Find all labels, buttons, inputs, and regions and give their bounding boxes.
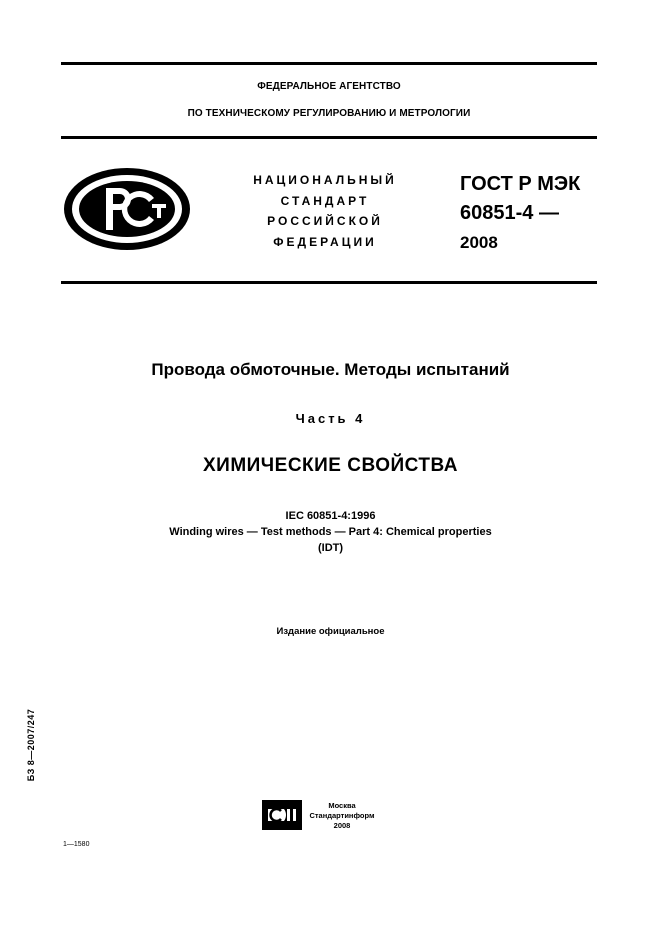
idt-label: (IDT) bbox=[317, 542, 344, 554]
edition-label: Издание официальное bbox=[276, 626, 385, 637]
national-standard-text bbox=[222, 170, 428, 252]
national-line-1: НАЦИОНАЛЬНЫЙ bbox=[253, 173, 397, 187]
gost-line-3: 2008 bbox=[460, 233, 498, 252]
agency-line-1: ФЕДЕРАЛЬНОЕ АГЕНТСТВО bbox=[257, 81, 401, 92]
national-line-2: СТАНДАРТ bbox=[280, 193, 370, 208]
side-registration-note: БЗ 8—2007/247 bbox=[26, 708, 36, 782]
publisher-year: 2008 bbox=[333, 821, 351, 830]
english-title: Winding wires — Test methods — Part 4: Chemical properties bbox=[169, 526, 492, 538]
gost-line-1: ГОСТ Р МЭК bbox=[460, 173, 581, 195]
subtitle: ХИМИЧЕСКИЕ СВОЙСТВА bbox=[202, 455, 458, 476]
part-label: Часть 4 bbox=[295, 411, 366, 426]
print-code: 1—1580 bbox=[63, 841, 90, 848]
rst-logo-icon bbox=[62, 166, 192, 252]
publisher-city: Москва bbox=[328, 801, 356, 810]
main-title: Провода обмоточные. Методы испытаний bbox=[151, 360, 510, 379]
standartinform-logo-icon bbox=[262, 800, 302, 830]
block-rule bbox=[61, 281, 597, 284]
gost-line-2: 60851-4 — bbox=[460, 202, 559, 224]
agency-line-2: ПО ТЕХНИЧЕСКОМУ РЕГУЛИРОВАНИЮ И МЕТРОЛОГИИ bbox=[187, 108, 471, 119]
publisher-name: Стандартинформ bbox=[309, 811, 375, 820]
publisher-block bbox=[309, 801, 375, 831]
top-rule bbox=[61, 62, 597, 65]
gost-designation bbox=[460, 170, 580, 257]
national-line-3: РОССИЙСКОЙ bbox=[267, 214, 383, 228]
header-rule bbox=[61, 136, 597, 139]
iec-reference: IEC 60851-4:1996 bbox=[285, 510, 376, 522]
national-line-4: ФЕДЕРАЦИИ bbox=[273, 234, 377, 249]
